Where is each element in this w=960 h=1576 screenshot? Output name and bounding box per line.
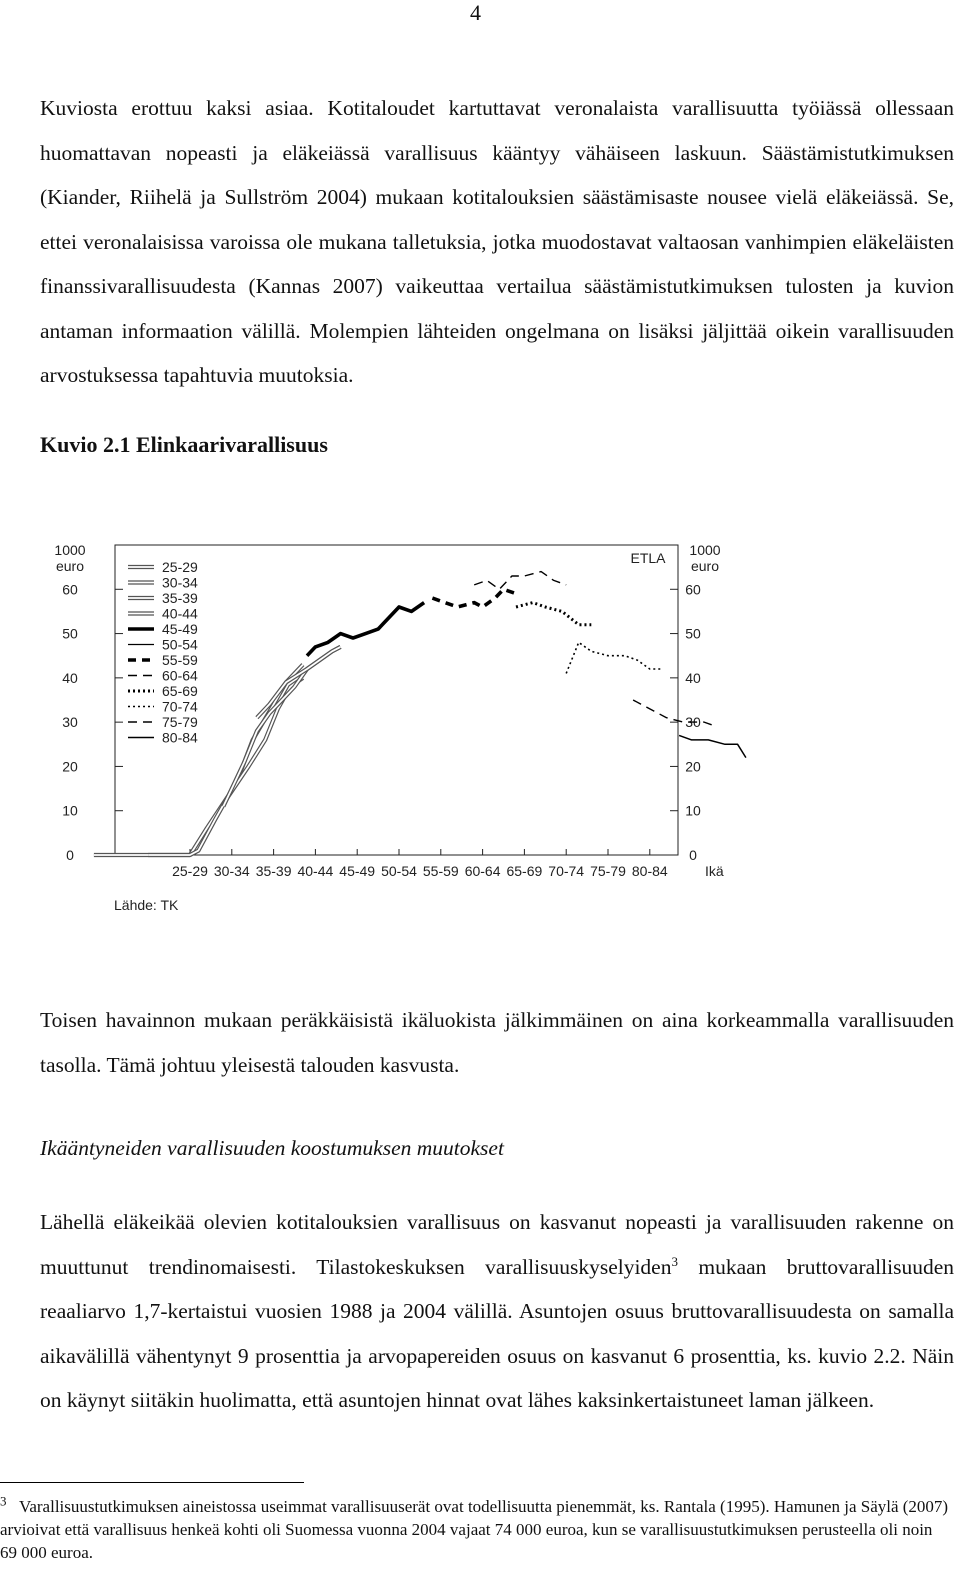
x-tick-label: 45-49 <box>339 863 376 879</box>
x-tick-label: 30-34 <box>213 863 250 879</box>
y-axis-label-right <box>689 542 720 574</box>
footnote-rule <box>0 1482 304 1483</box>
y-tick-label-right: 30 <box>685 714 701 731</box>
legend-label-40-44: 40-44 <box>162 605 198 622</box>
footnote-text: Varallisuustutkimuksen aineistossa useimmat varallisuuserät ovat todellisuutta pienemmät, ks. Rantala (1995). Hamunen ja Säylä (2007) arvioivat että varallisuus henkeä kohti oli Suomessa vuonna 2004 vajaat 74 000 euroa, kun se varallisuustutkimuksen perusteella oli noin 69 000 euroa. <box>0 1497 949 1562</box>
paragraph-2: Toisen havainnon mukaan peräkkäisistä ikäluokista jälkimmäinen on aina korkeammalla varallisuuden tasolla. Tämä johtuu yleisestä talouden kasvusta. <box>40 1008 954 1077</box>
paragraph-3-start: Lähellä eläkeikää olevien kotitalouksien varallisuus on kasvanut nopeasti ja varallisuuden rakenne on muuttunut trendinomaisesti. Tilastokeskuksen varallisuuskyselyiden <box>40 1210 954 1279</box>
x-tick-label: 25-29 <box>172 863 208 879</box>
etla-brand: ETLA <box>630 550 666 566</box>
paragraph-3-end: mukaan bruttovarallisuuden reaaliarvo 1,7-kertaistui vuosien 1988 ja 2004 välillä. Asuntojen osuus bruttovarallisuudesta on samalla aikavälillä vähentynyt 9 prosenttia ja arvopapereiden osuus on kasvanut 6 prosenttia, ks. kuvio 2.2. Näin on käynyt siitäkin huolimatta, että asuntojen hinnat ovat lähes kaksinkertaistuneet laman jälkeen. <box>40 1254 954 1412</box>
x-axis-label: Ikä <box>705 863 724 879</box>
y-label-part: euro <box>690 558 720 574</box>
y-tick-label-right: 20 <box>685 758 701 775</box>
y-tick-label-left: 30 <box>62 714 78 731</box>
y-tick-label-left: 0 <box>66 847 74 863</box>
x-tick-label: 55-59 <box>422 863 459 879</box>
y-tick-label-left: 20 <box>62 758 78 775</box>
series-line-70-74 <box>566 642 662 673</box>
y-label-part: 1000 <box>689 542 721 558</box>
x-tick-label: 70-74 <box>548 863 585 879</box>
series-line-60-64 <box>474 572 566 590</box>
series-line-35-39 <box>223 647 340 806</box>
paragraph-1: Kuviosta erottuu kaksi asiaa. Kotitaloudet kartuttavat veronalaista varallisuutta työiässä ollessaan huomattavan nopeasti ja eläkeiässä varallisuus kääntyy vähäiseen laskuun. Säästämistutkimuksen (Kiander, Riihelä ja Sullström 2004) mukaan kotitalouksien säästämisaste nousee vielä eläkeiässä. Se, ettei veronalaisissa varoissa ole mukana talletuksia, jotka muodostavat valtaosan vanhimpien eläkeläisten finanssivarallisuudesta (Kannas 2007) vaikeuttaa vertailua säästämistutkimuksen tulosten ja kuvion antaman informaation välillä. Molempien lähteiden ongelmana on lisäksi jäljittää oikein varallisuuden arvostuksessa tapahtuvia muutoksia. <box>40 96 954 387</box>
y-tick-label-right: 10 <box>685 802 701 819</box>
wealth-lifecycle-chart <box>40 520 960 920</box>
y-tick-label-left: 50 <box>62 625 78 642</box>
legend-label-60-64: 60-64 <box>162 667 198 684</box>
footnote-mark: 3 <box>0 1493 7 1509</box>
y-tick-label-right: 0 <box>689 847 697 863</box>
legend-label-75-79: 75-79 <box>162 714 198 730</box>
x-tick-label: 50-54 <box>381 863 417 879</box>
x-tick-label: 40-44 <box>297 863 334 879</box>
y-tick-label-left: 60 <box>62 581 78 598</box>
series-line-35-39 <box>223 647 340 806</box>
series-line-25-29 <box>94 665 303 855</box>
paragraph-3 <box>40 1200 954 1423</box>
series-line-80-84 <box>679 735 746 757</box>
legend-label-55-59: 55-59 <box>162 652 198 668</box>
x-tick-label: 80-84 <box>631 863 668 879</box>
y-tick-label-right: 50 <box>685 625 701 642</box>
figure-title: Kuvio 2.1 Elinkaarivarallisuus <box>40 432 328 457</box>
legend-label-45-49: 45-49 <box>162 621 198 637</box>
y-tick-label-right: 40 <box>685 669 701 686</box>
legend-label-70-74: 70-74 <box>162 698 198 715</box>
section-subheading: Ikääntyneiden varallisuuden koostumuksen muutokset <box>40 1136 504 1160</box>
legend-label-50-54: 50-54 <box>162 636 198 653</box>
footnote-ref-3: 3 <box>671 1253 678 1269</box>
y-axis-label-left <box>54 542 85 574</box>
legend-label-65-69: 65-69 <box>162 683 198 699</box>
page-number: 4 <box>470 0 481 25</box>
y-label-part: euro <box>55 558 85 574</box>
chart-axes <box>115 545 678 855</box>
legend-label-80-84: 80-84 <box>162 729 198 746</box>
series-line-55-59 <box>432 589 516 607</box>
chart-legend <box>128 559 198 746</box>
plot-frame <box>115 545 678 855</box>
x-tick-label: 65-69 <box>506 863 543 879</box>
footnote-3 <box>0 1495 952 1564</box>
legend-label-30-34: 30-34 <box>162 574 198 591</box>
series-line-65-69 <box>516 603 591 625</box>
x-tick-label: 75-79 <box>590 863 626 879</box>
x-tick-label: 35-39 <box>255 863 292 879</box>
y-tick-label-right: 60 <box>685 581 701 598</box>
y-tick-label-left: 10 <box>62 802 78 819</box>
legend-label-25-29: 25-29 <box>162 559 198 575</box>
legend-label-35-39: 35-39 <box>162 590 198 606</box>
series-line-45-49 <box>307 603 424 656</box>
series-line-25-29 <box>94 665 303 855</box>
y-label-part: 1000 <box>54 542 86 558</box>
x-tick-label: 60-64 <box>464 863 501 879</box>
y-tick-label-left: 40 <box>62 669 78 686</box>
source-label: Lähde: TK <box>114 897 179 913</box>
